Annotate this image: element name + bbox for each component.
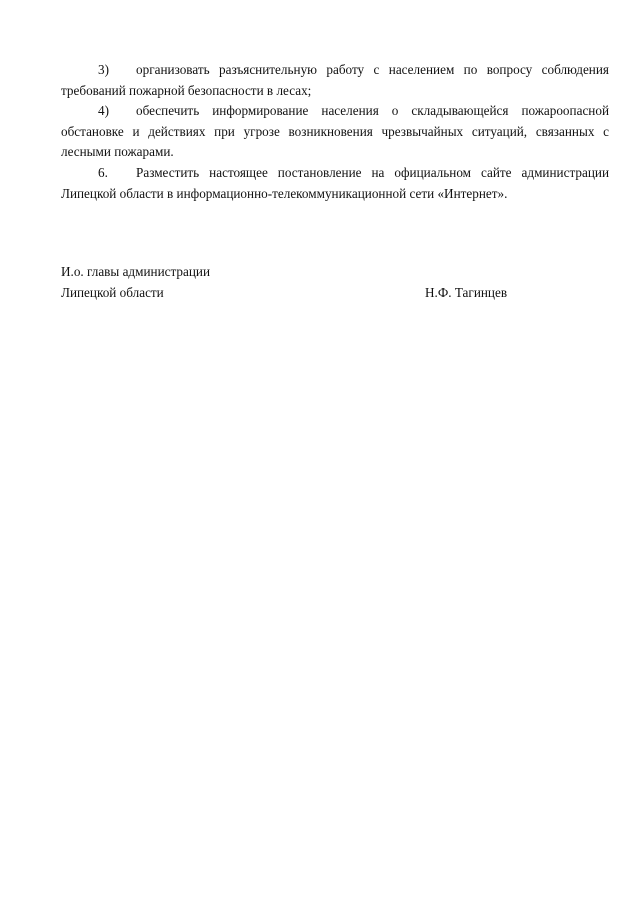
list-item bbox=[61, 101, 609, 163]
signatory-position: И.о. главы администрации bbox=[61, 264, 211, 279]
item-text: организовать разъяснительную работу с населением по вопросу соблюдения требований пожарной безопасности в лесах; bbox=[61, 62, 609, 98]
item-number: 4) bbox=[98, 103, 109, 119]
signatory-position-line-2 bbox=[61, 282, 609, 303]
item-number: 6. bbox=[98, 164, 108, 180]
signatory-name: Н.Ф. Тагинцев bbox=[425, 285, 508, 300]
list-item bbox=[61, 163, 609, 204]
item-text: Разместить настоящее постановление на официальном сайте администрации Липецкой области в информационно-телекоммуникационной сети «Интернет». bbox=[61, 164, 609, 201]
decree-items-list bbox=[61, 60, 609, 204]
signatory-region: Липецкой области bbox=[61, 285, 164, 300]
signatory-position-line-1 bbox=[61, 261, 609, 282]
signature-block bbox=[61, 261, 609, 303]
item-number: 3) bbox=[98, 62, 109, 77]
item-text: обеспечить информирование населения о складывающейся пожароопасной обстановке и действиях при угрозе возникновения чрезвычайных ситуаций, связанных с лесными пожарами. bbox=[61, 103, 609, 160]
list-item bbox=[61, 60, 609, 101]
